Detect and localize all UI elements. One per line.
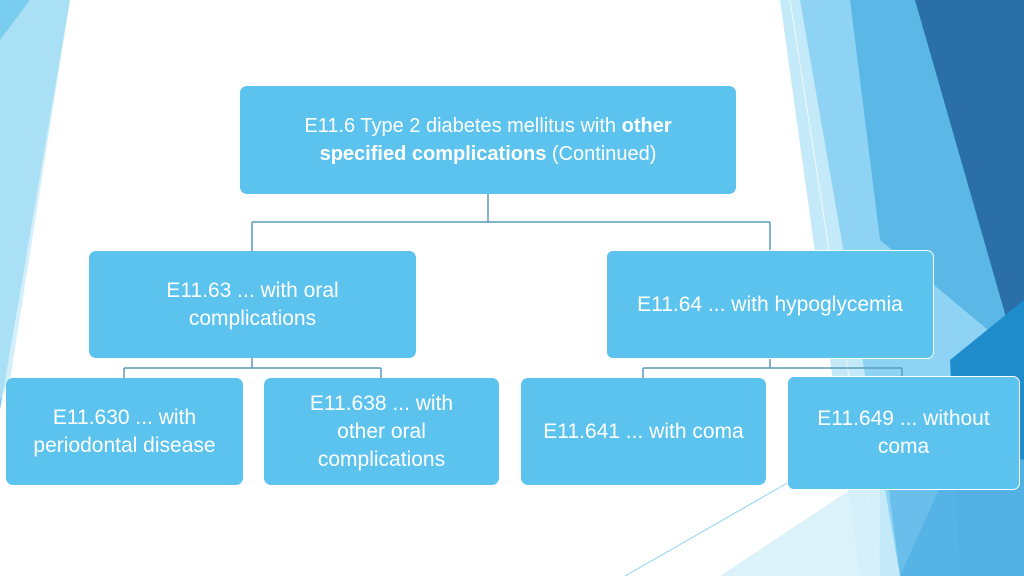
root-text-bold-1: other (621, 115, 672, 137)
root-text-prefix: E11.6 Type 2 diabetes mellitus with (304, 115, 622, 137)
node-e11-63 (89, 251, 416, 358)
node-e11-630-label: E11.630 ... with periodontal disease (33, 405, 216, 457)
root-node (240, 86, 736, 194)
node-e11-649-label: E11.649 ... without coma (817, 407, 990, 458)
node-e11-638-label: E11.638 ... with other oral complications (309, 391, 454, 471)
node-e11-63-label: E11.63 ... with oral complications (166, 278, 339, 330)
node-e11-641 (521, 378, 766, 485)
root-text-bold-2: specified complications (319, 143, 547, 165)
node-e11-649 (787, 376, 1020, 490)
root-text-suffix: (Continued) (546, 143, 657, 165)
node-e11-641-label: E11.641 ... with coma (543, 419, 744, 443)
root-node-text (304, 112, 671, 168)
node-e11-630 (6, 378, 243, 485)
node-e11-638 (264, 378, 499, 485)
node-e11-64-label: E11.64 ... with hypoglycemia (637, 292, 903, 316)
node-e11-64 (606, 250, 934, 359)
